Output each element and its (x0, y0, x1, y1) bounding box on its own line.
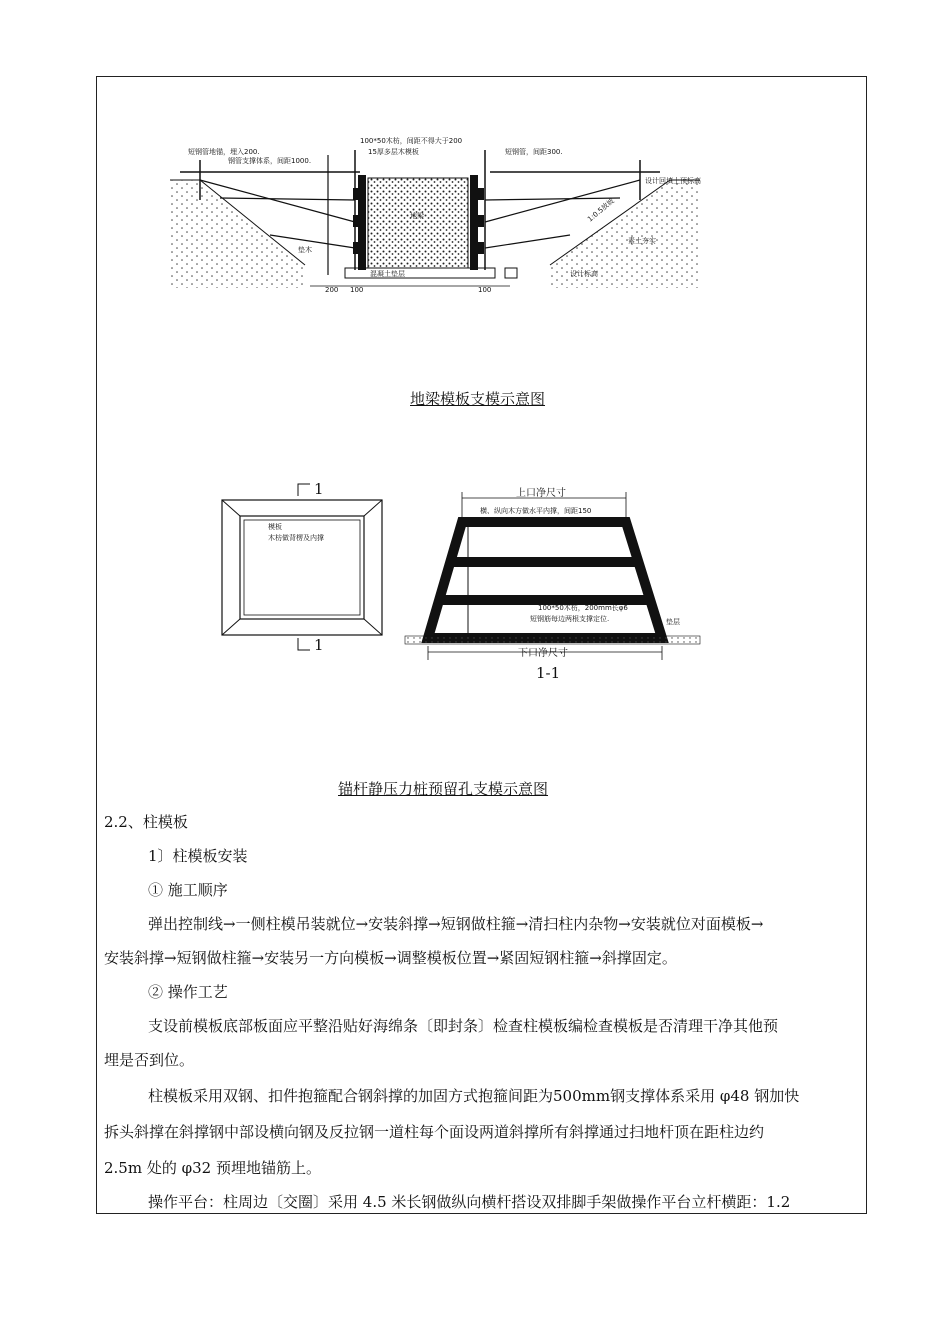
label-timber-backing: 木枋做背楞及内撑 (268, 534, 324, 542)
section-title: 1-1 (536, 664, 561, 682)
inner-brace-label: 横、纵向木方做水平内撑，间距150 (480, 507, 592, 515)
label-design-level: 设计标高 (570, 270, 598, 278)
heading-sequence: ① 施工顺序 (148, 881, 228, 899)
label-short-pipe-spacing: 短钢管，间距300. (505, 148, 563, 156)
label-concrete-cushion: 混凝土垫层 (370, 270, 405, 278)
label-pad: 垫木 (298, 246, 312, 254)
timber-note-2: 短钢筋每边两根支撑定位. (530, 615, 610, 623)
label-formwork: 模板 (268, 523, 282, 531)
label-compacted-soil: 素土夯实 (628, 237, 656, 245)
soil-left (170, 180, 305, 288)
label-slope: 1:0.5放坡 (586, 196, 616, 224)
pad-label: 垫层 (666, 618, 680, 626)
process-line-2: 埋是否到位。 (104, 1051, 195, 1069)
sequence-line-2: 安装斜撑→短钢做柱箍→安装另一方向模板→调整模板位置→紧固短钢柱箍→斜撑固定。 (104, 949, 677, 967)
beam-section (368, 178, 468, 268)
dim-200: 200 (325, 286, 339, 294)
label-plywood: 15厚多层木模板 (368, 148, 419, 156)
platform-line: 操作平台：柱周边〔交圈〕采用 4.5 米长钢做纵向横杆搭设双排脚手架做操作平台立杆横距：1.2 (148, 1193, 791, 1211)
column-line-2: 拆头斜撑在斜撑钢中部设横向钢及反拉钢一道柱每个面设两道斜撑所有斜撑通过扫地杆顶在距柱边约 (104, 1123, 765, 1141)
label-beam: 地梁 (410, 212, 424, 220)
ground-beam-formwork-diagram (160, 130, 740, 300)
heading-2-2: 2.2、柱模板 (104, 813, 188, 831)
timber-note-1: 100*50木枋，200mm长φ6 (538, 604, 628, 612)
dim-100-right: 100 (478, 286, 492, 294)
top-dim-label: 上口净尺寸 (516, 488, 566, 499)
pile-hole-section-diagram (400, 480, 710, 690)
figure2-caption: 锚杆静压力桩预留孔支模示意图 (338, 780, 549, 798)
column-line-1: 柱模板采用双钢、扣件抱箍配合钢斜撑的加固方式抱箍间距为500mm钢支撑体系采用 φ48 钢加快 (148, 1087, 800, 1105)
figure1-caption: 地梁模板支模示意图 (410, 390, 546, 408)
bottom-dim-label: 下口净尺寸 (518, 648, 568, 659)
dim-100-left: 100 (350, 286, 364, 294)
column-line-3: 2.5m 处的 φ32 预埋地锚筋上。 (104, 1159, 321, 1177)
section-mark-bottom: 1 (314, 636, 324, 654)
process-line-1: 支设前模板底部板面应平整沿贴好海绵条〔即封条〕检查柱模板编检查模板是否清理干净其他预 (148, 1017, 779, 1035)
section-mark-top: 1 (314, 480, 324, 498)
label-pipe-support: 钢管支撑体系，间距1000. (228, 157, 312, 165)
label-backfill-level: 设计回填土顶标高 (645, 177, 701, 185)
heading-column-install: 1〕柱模板安装 (148, 847, 248, 865)
heading-process: ② 操作工艺 (148, 983, 228, 1001)
label-short-pipe-buried: 短钢管地锚，埋入200. (188, 148, 260, 156)
sequence-line-1: 弹出控制线→一侧柱模吊装就位→安装斜撑→短钢做柱箍→清扫柱内杂物→安装就位对面模板→ (148, 915, 764, 933)
pile-hole-plan-diagram (210, 478, 410, 658)
label-timber-spacing: 100*50木枋，间距不得大于200 (360, 137, 463, 145)
